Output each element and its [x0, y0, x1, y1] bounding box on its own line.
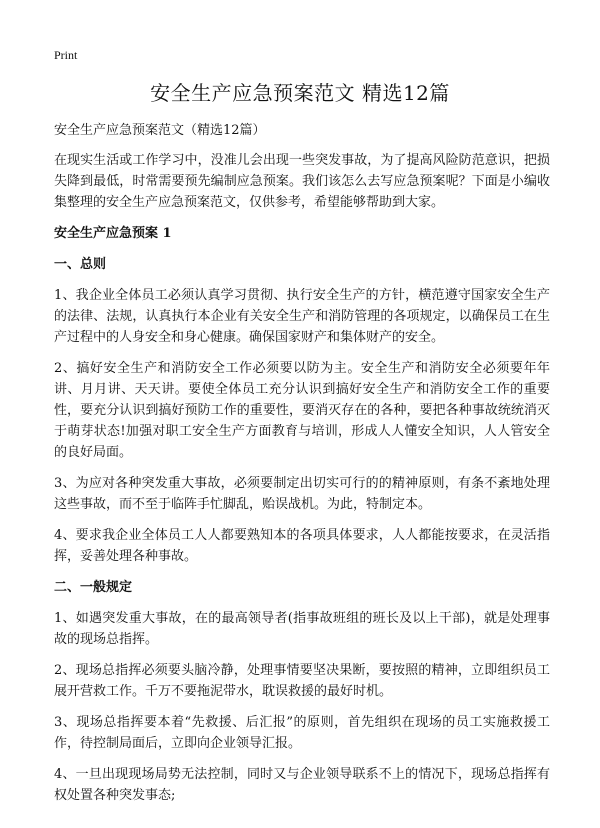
- rule-item: 4、一旦出现现场局势无法控制，同时又与企业领导联系不上的情况下，现场总指挥有权处置各种突发事态;: [54, 767, 550, 803]
- document-title: 安全生产应急预案范文 精选12篇: [150, 81, 450, 105]
- rule-item: 2、现场总指挥必须要头脑冷静，处理事情要坚决果断，要按照的精神，立即组织员工展开营救工作。千万不要拖泥带水，耽误救援的最好时机。: [54, 663, 550, 699]
- rule-item: 1、如遇突发重大事故，在的最高领导者(指事故班组的班长及以上干部)，就是处理事故的现场总指挥。: [54, 611, 550, 647]
- document-subtitle: 安全生产应急预案范文（精选12篇）: [54, 123, 266, 138]
- intro-paragraph: 在现实生活或工作学习中，没准儿会出现一些突发事故，为了提高风险防范意识，把损失降到最低，时常需要预先编制应急预案。我们该怎么去写应急预案呢？下面是小编收集整理的安全生产应急预案范文，仅供参考，希望能够帮助到大家。: [54, 153, 550, 210]
- document-body: [54, 120, 550, 816]
- general-item: 1、我企业全体员工必须认真学习贯彻、执行安全生产的方针，横范遵守国家安全生产的法律、法规，认真执行本企业有关安全生产和消防管理的各项规定，以确保员工在生产过程中的人身安全和身心健康。确保国家财产和集体财产的安全。: [54, 288, 550, 345]
- section-heading: 安全生产应急预案 1: [54, 226, 172, 241]
- print-link[interactable]: Print: [54, 48, 78, 62]
- part-heading-general: 一、总则: [54, 257, 107, 272]
- general-item: 4、要求我企业全体员工人人都要熟知本的各项具体要求，人人都能按要求，在灵活指挥，妥善处理各种事故。: [54, 528, 550, 564]
- part-heading-rules: 二、一般规定: [54, 580, 133, 595]
- general-item: 3、为应对各种突发重大事故，必须要制定出切实可行的的精神原则，有条不紊地处理这些事故，而不至于临阵手忙脚乱，贻误战机。为此，特制定本。: [54, 476, 550, 512]
- general-item: 2、搞好安全生产和消防安全工作必须要以防为主。安全生产和消防安全必须要年年讲、月月讲、天天讲。要使全体员工充分认识到搞好安全生产和消防安全工作的重要性，要充分认识到搞好预防工作的重要性，要消灭存在的各种，要把各种事故统统消灭于萌芽状态!加强对职工安全生产方面教育与培训，形成人人懂安全知识，人人管安全的良好局面。: [54, 361, 550, 460]
- rule-item: 3、现场总指挥要本着“先救援、后汇报”的原则，首先组织在现场的员工实施救援工作，待控制局面后，立即向企业领导汇报。: [54, 715, 550, 751]
